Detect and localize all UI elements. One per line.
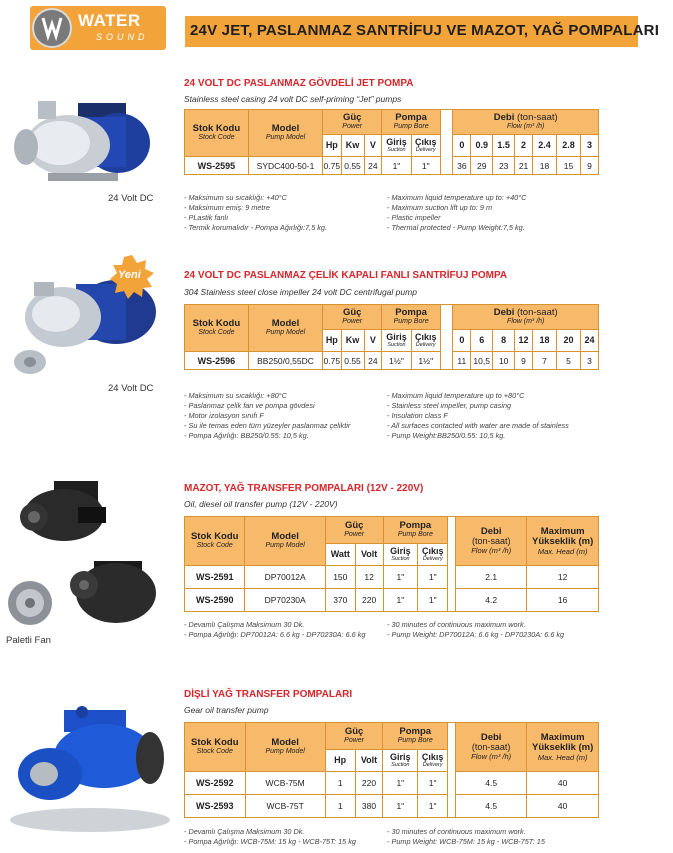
section-2-subtitle: 304 Stainless steel close impeller 24 volt DC centrifugal pump	[184, 287, 417, 297]
model-header: Model Pump Model	[245, 517, 325, 566]
flow-header: Debi (ton-saat) Flow (m³ /h)	[456, 723, 527, 772]
stock-code-header: Stok Kodu Stock Code	[185, 723, 246, 772]
table-row: WS-2595 SYDC400-50-1 0.75 0.55 24 1" 1" 36 29 23 21 18 15 9	[185, 157, 599, 175]
stock-code-header: Stok Kodu Stock Code	[185, 305, 249, 352]
jet-pump-image	[8, 95, 158, 190]
hp-header: Hp	[325, 750, 355, 772]
oil-transfer-pump-image	[4, 475, 174, 635]
table-row: WS-2593 WCB-75T 1 380 1" 1" 4.5 40	[185, 795, 599, 818]
stock-code-header: Stok Kodu Stock Code	[185, 110, 249, 157]
section-3-notes-tr: - Devamlı Çalışma Maksimum 30 Dk. - Pompa Ağırlığı: DP70012A: 6.6 kg - DP70230A: 6.6 kg	[184, 620, 366, 639]
flow-col: 12	[515, 330, 533, 352]
section-1-notes-tr: - Maksimum su sıcaklığı: +40°C - Maksimum emiş: 9 metre - PLastik fanlı - Termik korumalıdır - Pompa Ağırlığı:7,5 kg.	[184, 193, 328, 232]
v-header: V	[364, 330, 382, 352]
table-row: WS-2590 DP70230A 370 220 1" 1" 4.2 16	[185, 589, 599, 612]
brand-water: WATER	[78, 11, 141, 30]
flow-col: 6	[471, 330, 493, 352]
volt-header: Volt	[355, 750, 383, 772]
brand-logo	[30, 6, 166, 50]
model-header: Model Pump Model	[248, 110, 322, 157]
table-row: WS-2591 DP70012A 150 12 1" 1" 2.1 12	[185, 566, 599, 589]
power-header: Güç Power	[325, 517, 383, 544]
table-row: WS-2596 BB250/0,55DC 0.75 0.55 24 1½" 1½" 11 10,5 10 9 7 5 3	[185, 352, 599, 370]
suction-header: Giriş Suction	[383, 750, 418, 772]
v-header: V	[364, 135, 382, 157]
model-header: Model Pump Model	[248, 305, 322, 352]
kw-header: Kw	[341, 330, 364, 352]
head-header: Maximum Yükseklik (m) Max. Head (m)	[527, 517, 599, 566]
section-1-caption: 24 Volt DC	[108, 193, 154, 204]
section-3-notes-en: - 30 minutes of continuous maximum work. - Pump Weight: DP70012A: 6.6 kg - DP70230A: 6.6 kg	[387, 620, 565, 639]
power-header: Güç Power	[323, 305, 382, 330]
delivery-header: Çıkış Delivery	[411, 330, 440, 352]
flow-col: 0.9	[471, 135, 493, 157]
section-1-title: 24 VOLT DC PASLANMAZ GÖVDELİ JET POMPA	[184, 78, 414, 89]
flow-col: 3	[581, 135, 599, 157]
hp-header: Hp	[323, 135, 341, 157]
suction-header: Giriş Suction	[383, 544, 418, 566]
delivery-header: Çıkış Delivery	[418, 544, 448, 566]
delivery-header: Çıkış Delivery	[418, 750, 448, 772]
brand-sound: SOUND	[96, 32, 149, 42]
section-4-subtitle: Gear oil transfer pump	[184, 705, 269, 715]
section-2-title: 24 VOLT DC PASLANMAZ ÇELİK KAPALI FANLI SANTRİFUJ POMPA	[184, 270, 508, 281]
stock-code-header: Stok Kodu Stock Code	[185, 517, 245, 566]
delivery-header: Çıkış Delivery	[411, 135, 440, 157]
section-1-subtitle: Stainless steel casing 24 volt DC self-priming “Jet” pumps	[184, 94, 402, 104]
bore-header: Pompa Pump Bore	[382, 305, 441, 330]
power-header: Güç Power	[323, 110, 382, 135]
flow-col: 0	[453, 330, 471, 352]
section-2-caption: 24 Volt DC	[108, 383, 154, 394]
hp-header: Hp	[323, 330, 341, 352]
flow-col: 24	[581, 330, 599, 352]
flow-header: Debi (ton-saat) Flow (m³ /h)	[453, 305, 599, 330]
section-4-notes-tr: - Devamlı Çalışma Maksimum 30 Dk. - Pompa Ağırlığı: WCB-75M: 15 kg - WCB-75T: 15 kg	[184, 827, 356, 846]
section-2-notes-tr: - Maksimum su sıcaklığı: +80°C - Paslanmaz çelik fan ve pompa gövdesi - Motor izolasyon sınıfı F - Su ile temas eden tüm yüzeyler paslanmaz çeliktir - Pompa Ağırlığı: BB250/0.55: 10,5 kg.	[184, 391, 351, 440]
flow-col: 2.4	[532, 135, 556, 157]
kw-header: Kw	[341, 135, 364, 157]
section-3-subtitle: Oil, diesel oil transfer pump (12V - 220V)	[184, 499, 338, 509]
section-4-table	[184, 722, 599, 818]
flow-col: 18	[532, 330, 556, 352]
new-badge-label: Yeni	[118, 269, 141, 281]
power-header: Güç Power	[325, 723, 383, 750]
suction-header: Giriş Suction	[382, 330, 411, 352]
section-3-caption: Paletli Fan	[6, 635, 51, 646]
bore-header: Pompa Pump Bore	[383, 723, 448, 750]
bore-header: Pompa Pump Bore	[382, 110, 441, 135]
model-header: Model Pump Model	[245, 723, 325, 772]
section-3-title: MAZOT, YAĞ TRANSFER POMPALARI (12V - 220V)	[184, 483, 424, 494]
section-2-notes-en: - Maximum liquid temperature up to +80°C - Stainless steel impeller, pump casing - Insulation class F - All surfaces contacted with water are made of stainless - Pump Weight:BB250/0.55: 10,5 kg.	[387, 391, 569, 440]
section-4-notes-en: - 30 minutes of continuous maximum work. - Pump Weight: WCB-75M: 15 kg - WCB-75T: 15	[387, 827, 545, 846]
flow-header: Debi (ton-saat) Flow (m³ /h)	[453, 110, 599, 135]
flow-header: Debi (ton-saat) Flow (m³ /h)	[456, 517, 527, 566]
section-2-table	[184, 304, 599, 370]
head-header: Maximum Yükseklik (m) Max. Head (m)	[527, 723, 599, 772]
table-row: WS-2592 WCB-75M 1 220 1" 1" 4.5 40	[185, 772, 599, 795]
section-1-table	[184, 109, 599, 175]
flow-col: 8	[493, 330, 515, 352]
water-drop-icon	[32, 8, 72, 48]
flow-col: 2.8	[557, 135, 581, 157]
flow-col: 20	[557, 330, 581, 352]
section-3-table	[184, 516, 599, 612]
gear-pump-image	[4, 702, 176, 842]
page-title: 24V JET, PASLANMAZ SANTRİFUJ VE MAZOT, YAĞ POMPALARI	[190, 22, 660, 39]
volt-header: Volt	[355, 544, 383, 566]
suction-header: Giriş Suction	[382, 135, 411, 157]
flow-col: 2	[515, 135, 533, 157]
flow-col: 0	[453, 135, 471, 157]
section-1-notes-en: - Maximum liquid temperature up to: +40°C - Maximum suction lift up to: 9 m - Plastic impeller - Thermal protected - Pump Weight:7,5 kg.	[387, 193, 527, 232]
section-4-title: DİŞLİ YAĞ TRANSFER POMPALARI	[184, 689, 353, 700]
watt-header: Watt	[325, 544, 355, 566]
flow-col: 1.5	[493, 135, 515, 157]
bore-header: Pompa Pump Bore	[383, 517, 448, 544]
